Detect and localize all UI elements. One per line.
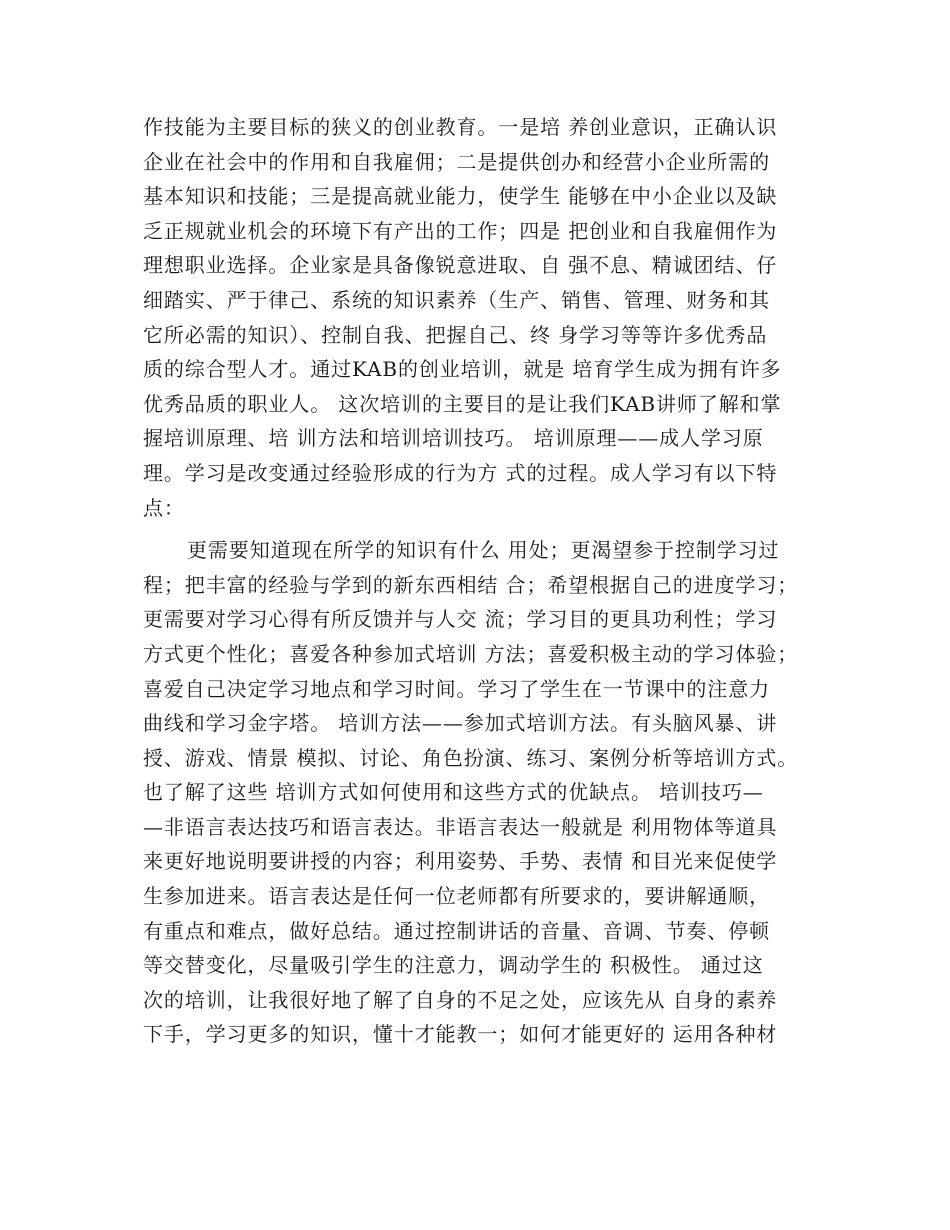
- text-line: 生参加进来。语言表达是任何一位老师都有所要求的，要讲解通顺，: [143, 884, 770, 909]
- text-line: 优秀品质的职业人。 这次培训的主要目的是让我们KAB讲师了解和掌: [143, 391, 782, 416]
- text-line: 理。学习是改变通过经验形成的行为方 式的过程。成人学习有以下特: [143, 460, 778, 485]
- text-line: 作技能为主要目标的狭义的创业教育。一是培 养创业意识，正确认识: [143, 115, 778, 139]
- text-line: 质的综合型人才。通过KAB的创业培训，就是 培育学生成为拥有许多: [143, 357, 782, 382]
- text-line: 曲线和学习金字塔。 培训方法——参加式培训方法。有头脑风暴、讲: [143, 711, 778, 736]
- text-line: 次的培训，让我很好地了解了自身的不足之处，应该先从 自身的素养: [143, 987, 778, 1012]
- text-line: 程；把丰富的经验与学到的新东西相结 合；希望根据自己的进度学习；: [143, 572, 799, 597]
- text-line: 下手，学习更多的知识，懂十才能教一；如何才能更好的 运用各种材: [143, 1022, 778, 1047]
- text-line: 理想职业选择。企业家是具备像锐意进取、自 强不息、精诚团结、仔: [143, 253, 778, 278]
- text-line: 也了解了这些 培训方式如何使用和这些方式的优缺点。 培训技巧—: [143, 780, 764, 805]
- text-line: 等交替变化，尽量吸引学生的注意力，调动学生的 积极性。 通过这: [143, 953, 764, 978]
- text-line: 细踏实、严于律己、系统的知识素养（生产、销售、管理、财务和其: [143, 287, 770, 312]
- body-text: [143, 110, 823, 1052]
- text-line: 喜爱自己决定学习地点和学习时间。学习了学生在一节课中的注意力: [143, 676, 770, 701]
- text-line: 有重点和难点，做好总结。通过控制讲话的音量、音调、节奏、停顿: [143, 918, 770, 943]
- text-line: —非语言表达技巧和语言表达。非语言表达一般就是 利用物体等道具: [143, 814, 778, 839]
- text-line: 更需要对学习心得有所反馈并与人交 流；学习目的更具功利性；学习: [143, 607, 778, 632]
- text-line: 方式更个性化；喜爱各种参加式培训 方法；喜爱积极主动的学习体验；: [143, 641, 799, 666]
- paragraph-start-line: 更需要知道现在所学的知识有什么 用处；更渴望参于控制学习过: [187, 538, 780, 563]
- text-line: 授、游戏、情景 模拟、讨论、角色扮演、练习、案例分析等培训方式。: [143, 745, 799, 770]
- text-line: 点：: [143, 495, 185, 520]
- text-line: 企业在社会中的作用和自我雇佣；二是提供创办和经营小企业所需的: [143, 149, 770, 174]
- text-line: 基本知识和技能；三是提高就业能力，使学生 能够在中小企业以及缺: [143, 184, 778, 209]
- text-line: 握培训原理、培 训方法和培训培训技巧。 培训原理——成人学习原: [143, 426, 764, 451]
- text-line: 它所必需的知识）、控制自我、把握自己、终 身学习等等许多优秀品: [143, 322, 768, 347]
- text-line: 来更好地说明要讲授的内容；利用姿势、手势、表情 和目光来促使学: [143, 849, 778, 874]
- text-line: 乏正规就业机会的环境下有产出的工作；四是 把创业和自我雇佣作为: [143, 218, 778, 243]
